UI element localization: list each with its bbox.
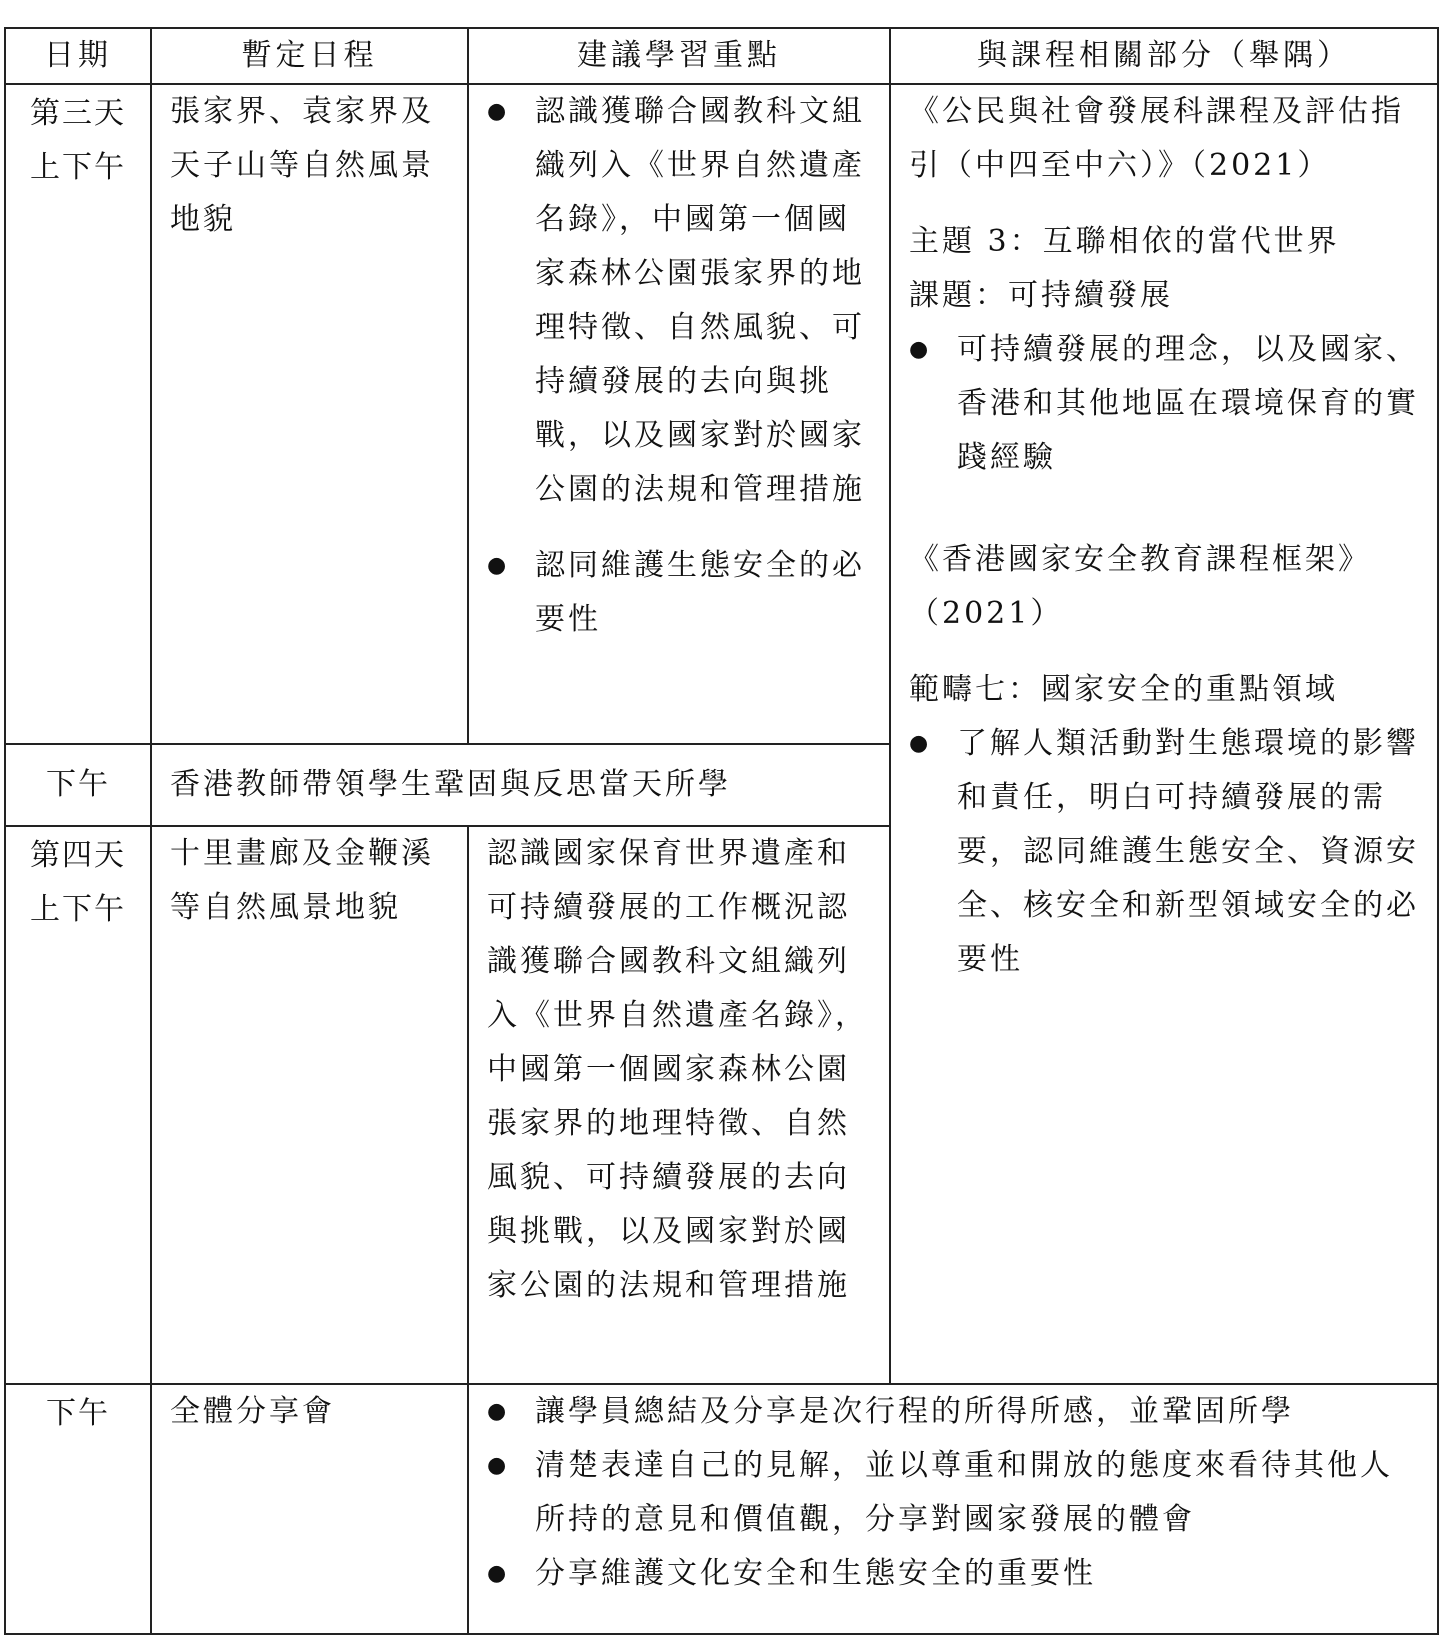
itinerary-table: [4, 27, 1439, 1635]
day4-period: 上下午: [30, 892, 126, 927]
day3-schedule: 張家界、袁家界及天子山等自然風景地貌: [151, 84, 468, 744]
day3-date-cell: [5, 84, 151, 744]
curriculum-doc1-title: 《公民與社會發展科課程及評估指引（中四至中六）》（2021）: [909, 94, 1404, 183]
day3-period: 上下午: [30, 150, 126, 185]
day3-afternoon-date-cell: [5, 744, 151, 826]
final-afternoon-label: 下午: [46, 1396, 110, 1431]
final-afternoon-focus-cell: [468, 1384, 1438, 1634]
day3-focus-cell: [468, 84, 890, 744]
day4-focus: 認識國家保育世界遺產和可持續發展的工作概況認識獲聯合國教科文組織列入《世界自然遺產名錄》，中國第一個國家森林公園張家界的地理特徵、自然風貌、可持續發展的去向與挑戰，以及國家對於國家公園的法規和管理措施: [468, 826, 890, 1384]
final-afternoon-date-cell: [5, 1384, 151, 1634]
header-date: 日期: [5, 28, 151, 84]
day4-date-cell: [5, 826, 151, 1384]
curriculum-doc1-topic: 課題：可持續發展: [909, 278, 1173, 313]
final-focus-item-3: ● 分享維護文化安全和生態安全的重要性: [487, 1547, 1423, 1601]
curriculum-doc1-theme: 主題 3：互聯相依的當代世界: [909, 224, 1340, 259]
day3-focus-item-2: ● 認同維護生態安全的必要性: [487, 539, 875, 647]
curriculum-doc2-scope: 範疇七：國家安全的重點領域: [909, 672, 1338, 707]
day3-focus-item-1: ● 認識獲聯合國教科文組織列入《世界自然遺產名錄》，中國第一個國家森林公園張家界的地理特徵、自然風貌、可持續發展的去向與挑戰，以及國家對於國家公園的法規和管理措施: [487, 85, 875, 517]
curriculum-cell: [890, 84, 1438, 1384]
day3-label: 第三天: [30, 96, 126, 131]
table-row-day3: [5, 84, 1438, 744]
header-curriculum: 與課程相關部分（舉隅）: [890, 28, 1438, 84]
day4-schedule: 十里畫廊及金鞭溪等自然風景地貌: [151, 826, 468, 1384]
header-learning-focus: 建議學習重點: [468, 28, 890, 84]
day4-label: 第四天: [30, 838, 126, 873]
final-focus-item-2: ● 清楚表達自己的見解，並以尊重和開放的態度來看待其他人所持的意見和價值觀，分享對國家發展的體會: [487, 1439, 1423, 1547]
table-row-final-afternoon: [5, 1384, 1438, 1634]
header-schedule: 暫定日程: [151, 28, 468, 84]
table-header-row: [5, 28, 1438, 84]
curriculum-doc2-point: ● 了解人類活動對生態環境的影響和責任，明白可持續發展的需要，認同維護生態安全、資源安全、核安全和新型領域安全的必要性: [909, 717, 1423, 987]
final-focus-item-1: ● 讓學員總結及分享是次行程的所得所感，並鞏固所學: [487, 1385, 1423, 1439]
final-afternoon-schedule: 全體分享會: [151, 1384, 468, 1634]
curriculum-doc2-title: 《香港國家安全教育課程框架》（2021）: [909, 542, 1371, 631]
day3-afternoon-schedule: 香港教師帶領學生鞏固與反思當天所學: [151, 744, 890, 826]
day3-afternoon-label: 下午: [46, 767, 110, 802]
curriculum-doc1-point: ● 可持續發展的理念，以及國家、香港和其他地區在環境保育的實踐經驗: [909, 323, 1423, 485]
